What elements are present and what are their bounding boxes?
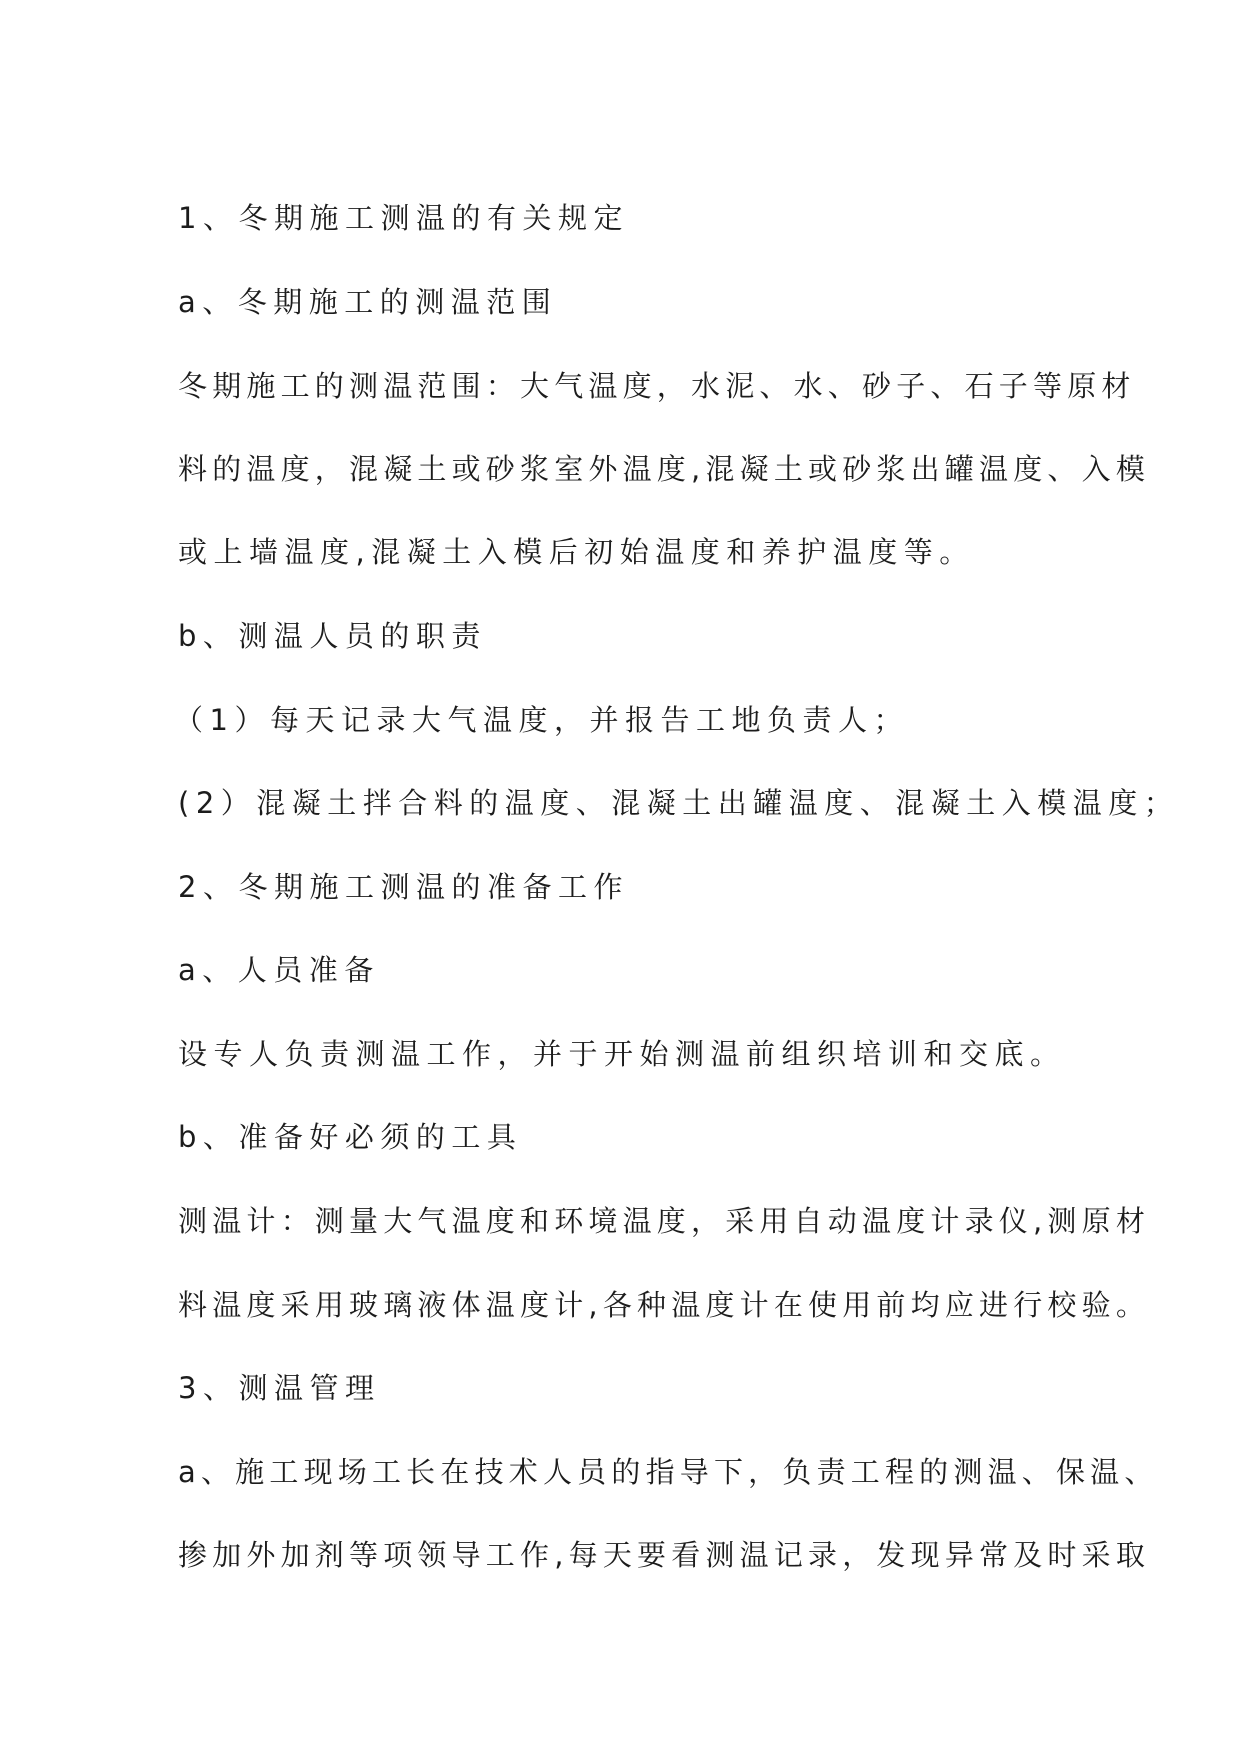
section-heading-1: 1、冬期施工测温的有关规定	[178, 201, 629, 235]
paragraph-line: 料温度采用玻璃液体温度计,各种温度计在使用前均应进行校验。	[178, 1288, 1151, 1322]
subheading-1a: a、冬期施工的测温范围	[178, 285, 558, 319]
paragraph-line: 测温计：测量大气温度和环境温度，采用自动温度计录仪,测原材	[178, 1204, 1151, 1238]
paragraph-line: 掺加外加剂等项领导工作,每天要看测温记录，发现异常及时采取	[178, 1538, 1151, 1572]
section-heading-3: 3、测温管理	[178, 1371, 381, 1405]
subheading-2b: b、准备好必须的工具	[178, 1120, 523, 1154]
section-heading-2: 2、冬期施工测温的准备工作	[178, 870, 629, 904]
paragraph-line: 或上墙温度,混凝土入模后初始温度和养护温度等。	[178, 535, 975, 569]
subheading-1b: b、测温人员的职责	[178, 619, 487, 653]
list-item: (2）混凝土拌合料的温度、混凝土出罐温度、混凝土入模温度；	[178, 786, 1180, 820]
paragraph-line: 冬期施工的测温范围：大气温度，水泥、水、砂子、石子等原材	[178, 369, 1136, 403]
subheading-2a: a、人员准备	[178, 953, 380, 987]
list-item: （1）每天记录大气温度，并报告工地负责人；	[174, 703, 909, 737]
paragraph-line: a、施工现场工长在技术人员的指导下，负责工程的测温、保温、	[178, 1455, 1159, 1489]
paragraph-line: 料的温度，混凝土或砂浆室外温度,混凝土或砂浆出罐温度、入模	[178, 452, 1151, 486]
paragraph-line: 设专人负责测温工作，并于开始测温前组织培训和交底。	[178, 1037, 1066, 1071]
